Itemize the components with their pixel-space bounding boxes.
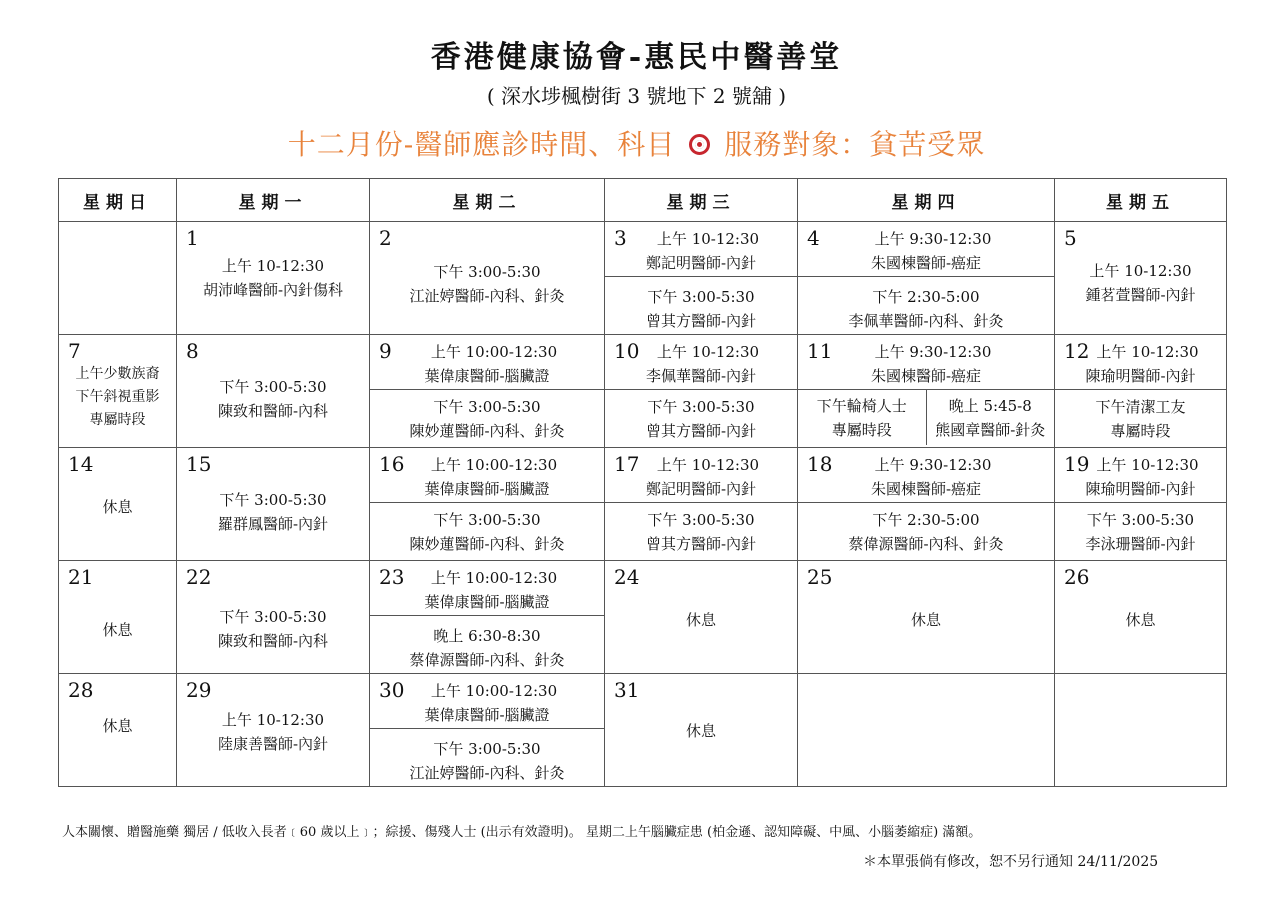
day-cell-12 — [1055, 335, 1227, 448]
day-number: 30 — [379, 678, 405, 702]
day-number: 22 — [186, 565, 212, 589]
subtitle-schedule: 十二月份-醫師應診時間、科目 — [287, 128, 676, 161]
day-cell-26 — [1055, 561, 1227, 674]
doctor-name: 陳妙蓮醫師-內科、針灸 — [409, 535, 565, 553]
session-time: 上午 10:00-12:30 — [430, 569, 558, 587]
rest-label: 休息 — [102, 717, 133, 735]
doctor-name: 蔡偉源醫師-內科、針灸 — [409, 651, 565, 669]
session-time: 上午 9:30-12:30 — [874, 456, 992, 474]
session-time: 上午 9:30-12:30 — [874, 343, 992, 361]
day-cell-25 — [798, 561, 1055, 674]
day-number: 1 — [186, 226, 199, 250]
weekday-fri: 星期五 — [1055, 179, 1227, 222]
session-time: 下午 3:00-5:30 — [647, 288, 755, 306]
day-cell-10 — [605, 335, 798, 448]
session-time: 下午 3:00-5:30 — [647, 398, 755, 416]
doctor-name: 朱國棟醫師-癌症 — [870, 367, 982, 385]
rest-label: 休息 — [102, 498, 133, 516]
weekday-mon: 星期一 — [177, 179, 370, 222]
session-time: 上午 10-12:30 — [656, 343, 760, 361]
session-time: 下午 2:30-5:00 — [872, 288, 980, 306]
page-title: 香港健康協會-惠民中醫善堂 — [430, 40, 843, 75]
doctor-name: 鄭記明醫師-內針 — [645, 254, 757, 272]
day-cell-3 — [605, 222, 798, 335]
special-session: 下午清潔工友 — [1095, 398, 1186, 416]
week-row — [59, 674, 1227, 787]
day-number: 11 — [807, 339, 833, 363]
day-number: 10 — [614, 339, 640, 363]
week-row — [59, 222, 1227, 335]
day-number: 15 — [186, 452, 212, 476]
day-cell-4 — [798, 222, 1055, 335]
day-cell-21 — [59, 561, 177, 674]
day-number: 16 — [379, 452, 405, 476]
evening-session: 晚上 5:45-8 熊國章醫師-針灸 — [935, 397, 1046, 439]
weekday-thu: 星期四 — [798, 179, 1055, 222]
doctor-name: 江沚婷醫師-內科、針灸 — [409, 764, 565, 782]
day-number: 9 — [379, 339, 392, 363]
session-time: 下午 3:00-5:30 — [219, 378, 327, 396]
day-cell-7 — [59, 335, 177, 448]
special-session: 專屬時段 — [89, 412, 146, 428]
day-cell-2 — [370, 222, 605, 335]
doctor-name: 陳妙蓮醫師-內科、針灸 — [409, 422, 565, 440]
session-time: 下午 3:00-5:30 — [433, 398, 541, 416]
day-cell-empty — [59, 222, 177, 335]
week-row — [59, 561, 1227, 674]
doctor-name: 鄭記明醫師-內針 — [645, 480, 757, 498]
doctor-name: 陳瑜明醫師-內針 — [1085, 480, 1196, 498]
day-number: 3 — [614, 226, 627, 250]
session-time: 下午 3:00-5:30 — [433, 511, 541, 529]
session-time: 上午 10-12:30 — [1096, 456, 1199, 474]
day-cell-28 — [59, 674, 177, 787]
week-row — [59, 335, 1227, 448]
day-cell-8 — [177, 335, 370, 448]
day-cell-11 — [798, 335, 1055, 448]
session-time: 下午 3:00-5:30 — [219, 608, 327, 626]
day-cell-1 — [177, 222, 370, 335]
day-number: 8 — [186, 339, 199, 363]
day-cell-5 — [1055, 222, 1227, 335]
day-number: 14 — [68, 452, 94, 476]
weekday-wed: 星期三 — [605, 179, 798, 222]
day-number: 17 — [614, 452, 640, 476]
day-cell-empty — [1055, 674, 1227, 787]
doctor-name: 羅群鳳醫師-內針 — [217, 515, 329, 533]
day-number: 23 — [379, 565, 405, 589]
day-number: 5 — [1064, 226, 1077, 250]
day-number: 2 — [379, 226, 392, 250]
rest-label: 休息 — [910, 611, 941, 629]
doctor-name: 蔡偉源醫師-內科、針灸 — [848, 535, 1004, 553]
doctor-name: 朱國棟醫師-癌症 — [870, 254, 982, 272]
day-number: 21 — [68, 565, 94, 589]
session-time: 上午 10-12:30 — [656, 456, 760, 474]
day-cell-30 — [370, 674, 605, 787]
subtitle — [0, 123, 1273, 163]
day-number: 7 — [68, 339, 81, 363]
day-cell-empty — [798, 674, 1055, 787]
session-time: 下午 2:30-5:00 — [872, 511, 980, 529]
rest-label: 休息 — [685, 611, 716, 629]
session-time: 下午 3:00-5:30 — [647, 511, 755, 529]
doctor-name: 葉偉康醫師-腦臟證 — [424, 367, 550, 385]
day-cell-15 — [177, 448, 370, 561]
doctor-name: 葉偉康醫師-腦臟證 — [424, 593, 550, 611]
session-time: 下午 3:00-5:30 — [219, 491, 327, 509]
weekday-tue: 星期二 — [370, 179, 605, 222]
weekday-sun: 星期日 — [59, 179, 177, 222]
day-cell-24 — [605, 561, 798, 674]
day-cell-9 — [370, 335, 605, 448]
wheelchair-session: 下午輪椅人士 專屬時段 — [798, 390, 927, 445]
doctor-name: 陳致和醫師-內科 — [217, 402, 329, 420]
day-cell-23 — [370, 561, 605, 674]
day-cell-19 — [1055, 448, 1227, 561]
day-number: 26 — [1064, 565, 1090, 589]
day-number: 12 — [1064, 339, 1090, 363]
rest-label: 休息 — [685, 722, 716, 740]
session-time: 上午 10:00-12:30 — [430, 456, 558, 474]
doctor-name: 鍾茗萱醫師-內針 — [1085, 286, 1196, 304]
day-cell-31 — [605, 674, 798, 787]
session-time: 下午 3:00-5:30 — [1086, 511, 1195, 529]
footer-note: 人本關懷、贈醫施藥 獨居 / 低收入長者﹝60 歲以上﹞；綜援、傷殘人士 (出示有效證明)。 星期二上午腦臟症患 (柏金遜、認知障礙、中風、小腦萎縮症) 滿額。 — [62, 825, 982, 840]
schedule-table — [58, 178, 1227, 787]
day-number: 24 — [614, 565, 640, 589]
rest-label: 休息 — [1125, 611, 1156, 629]
footer-disclaimer: ＊本單張倘有修改，恕不另行通知 24/11/2025 — [863, 854, 1159, 870]
bullseye-icon — [689, 134, 710, 155]
session-time: 上午 10-12:30 — [1089, 262, 1192, 280]
session-time: 上午 10-12:30 — [1096, 343, 1199, 361]
session-time: 晚上 6:30-8:30 — [433, 627, 541, 645]
address: ( 深水埗楓樹街 3 號地下 2 號舖 ) — [486, 84, 787, 108]
doctor-name: 曾其方醫師-內針 — [645, 535, 757, 553]
session-time: 上午 10-12:30 — [656, 230, 760, 248]
day-cell-22 — [177, 561, 370, 674]
day-number: 19 — [1064, 452, 1090, 476]
special-session: 專屬時段 — [1110, 422, 1171, 440]
special-session: 上午少數族裔 — [75, 366, 160, 382]
doctor-name: 曾其方醫師-內針 — [645, 312, 757, 330]
day-cell-17 — [605, 448, 798, 561]
doctor-name: 李佩華醫師-內針 — [645, 367, 757, 385]
day-number: 31 — [614, 678, 640, 702]
doctor-name: 葉偉康醫師-腦臟證 — [424, 480, 550, 498]
day-number: 18 — [807, 452, 833, 476]
day-number: 25 — [807, 565, 833, 589]
session-time: 下午 3:00-5:30 — [433, 740, 541, 758]
day-cell-18 — [798, 448, 1055, 561]
day-cell-16 — [370, 448, 605, 561]
week-row — [59, 448, 1227, 561]
session-time: 下午 3:00-5:30 — [433, 263, 541, 281]
session-time: 上午 10-12:30 — [221, 257, 325, 275]
doctor-name: 陸康善醫師-內針 — [217, 735, 329, 753]
day-number: 28 — [68, 678, 94, 702]
session-time: 上午 10:00-12:30 — [430, 682, 558, 700]
doctor-name: 李泳珊醫師-內針 — [1085, 535, 1196, 553]
day-cell-29 — [177, 674, 370, 787]
doctor-name: 曾其方醫師-內針 — [645, 422, 757, 440]
doctor-name: 江沚婷醫師-內科、針灸 — [409, 287, 565, 305]
day-cell-14 — [59, 448, 177, 561]
doctor-name: 陳致和醫師-內科 — [217, 632, 329, 650]
doctor-name: 陳瑜明醫師-內針 — [1085, 367, 1196, 385]
doctor-name: 李佩華醫師-內科、針灸 — [848, 312, 1004, 330]
rest-label: 休息 — [102, 621, 133, 639]
doctor-name: 胡沛峰醫師-內針傷科 — [202, 281, 344, 299]
subtitle-target: 服務對象：貧苦受眾 — [724, 128, 986, 161]
day-number: 4 — [807, 226, 820, 250]
session-time: 上午 9:30-12:30 — [874, 230, 992, 248]
doctor-name: 朱國棟醫師-癌症 — [870, 480, 982, 498]
day-number: 29 — [186, 678, 212, 702]
session-time: 上午 10-12:30 — [221, 711, 325, 729]
special-session: 下午斜視重影 — [75, 389, 160, 405]
session-time: 上午 10:00-12:30 — [430, 343, 558, 361]
doctor-name: 葉偉康醫師-腦臟證 — [424, 706, 550, 724]
weekday-header-row — [59, 179, 1227, 222]
